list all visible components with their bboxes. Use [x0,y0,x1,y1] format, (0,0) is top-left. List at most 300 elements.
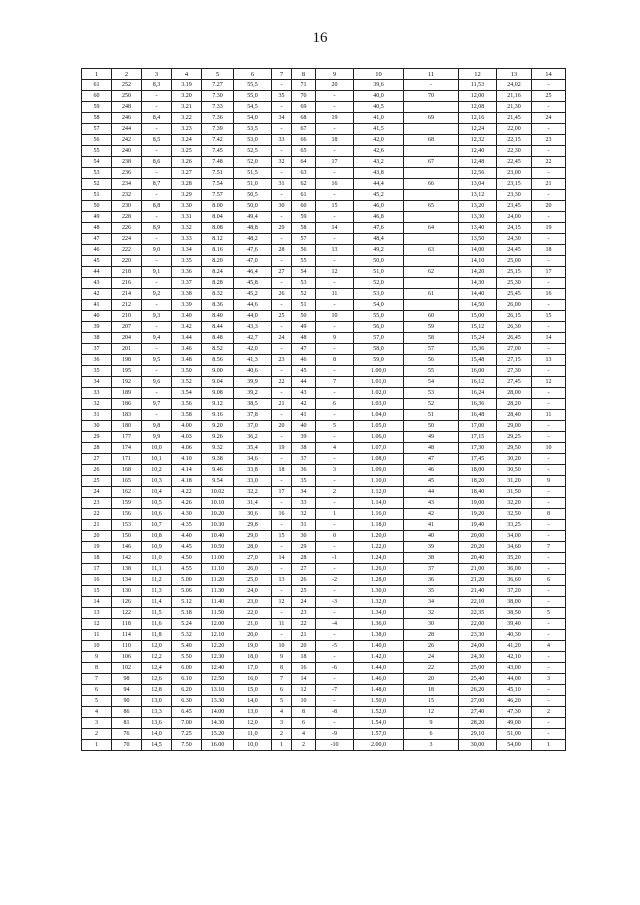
table-cell: - [532,729,566,740]
table-cell: 244 [112,124,142,135]
table-cell: 8,9 [142,223,172,234]
table-cell: 28 [292,553,316,564]
table-row [82,124,566,135]
table-cell: 3.54 [172,388,202,399]
table-cell: 14 [82,597,112,608]
table-cell: 23,30 [497,190,532,201]
table-cell: 20 [404,674,459,685]
table-cell: 56 [292,245,316,256]
table-cell: - [316,388,354,399]
table-cell: 252 [112,80,142,91]
table-cell: 66 [404,179,459,190]
table-cell: 1.44,0 [354,663,404,674]
table-cell: 15 [82,586,112,597]
table-cell: 8,4 [142,113,172,124]
table-cell: 15 [404,696,459,707]
table-cell: 35 [82,366,112,377]
table-cell: - [272,80,292,91]
table-cell: 3.23 [172,124,202,135]
table-cell: 69 [404,113,459,124]
table-cell: 39,40 [497,619,532,630]
table-cell: 11,0 [234,729,272,740]
table-cell: 46,8 [354,212,404,223]
table-cell: 15 [272,531,292,542]
table-cell: 1.57,0 [354,729,404,740]
table-cell: 8 [82,663,112,674]
table-cell: 17,30 [459,443,497,454]
table-cell: 2 [316,487,354,498]
table-cell: 3 [404,740,459,751]
table-cell: 26 [82,465,112,476]
table-cell: -6 [316,663,354,674]
table-cell: - [316,696,354,707]
table-cell: 1.52,0 [354,707,404,718]
table-row [82,652,566,663]
table-cell: 118 [112,619,142,630]
table-cell: 25,30 [497,278,532,289]
table-cell: 14,0 [234,696,272,707]
table-cell: 15 [532,311,566,322]
table-cell: - [532,399,566,410]
table-cell: 21 [272,399,292,410]
table-cell: 40,6 [234,366,272,377]
table-cell: 90 [112,696,142,707]
table-cell: 28,20 [497,399,532,410]
table-cell: 54,5 [234,102,272,113]
table-cell: 12,00 [459,91,497,102]
table-cell: 10,7 [142,520,172,531]
table-cell: 63 [292,168,316,179]
table-cell: 51,5 [234,168,272,179]
table-cell: - [142,234,172,245]
table-cell: - [272,542,292,553]
table-cell: 18 [272,465,292,476]
table-cell: 11.10 [202,564,234,575]
table-cell: 34 [272,113,292,124]
table-cell: 230 [112,201,142,212]
table-cell: 3.27 [172,168,202,179]
table-cell: 25 [272,311,292,322]
table-cell: 38,5 [234,399,272,410]
table-cell: 16,36 [459,399,497,410]
table-cell: 20,20 [459,542,497,553]
table-row [82,157,566,168]
table-cell: 16,24 [459,388,497,399]
table-cell: 24,02 [497,80,532,91]
table-cell: - [316,586,354,597]
table-cell: 24,45 [497,245,532,256]
table-cell: 216 [112,278,142,289]
table-cell: 63 [404,245,459,256]
table-cell: 10 [316,311,354,322]
table-cell: 50,5 [234,190,272,201]
table-cell: 10,2 [142,465,172,476]
column-header: 5 [202,69,234,80]
table-cell: 35 [292,476,316,487]
table-cell: - [142,212,172,223]
table-row [82,333,566,344]
table-cell: 51,0 [354,267,404,278]
table-cell: 40,0 [354,91,404,102]
table-cell: 1.16,0 [354,509,404,520]
table-cell: 16 [532,289,566,300]
table-cell: 12.20 [202,641,234,652]
table-cell: 51 [82,190,112,201]
table-cell: 24 [292,597,316,608]
table-cell: 7.00 [172,718,202,729]
table-cell: 19,20 [459,509,497,520]
table-cell: 122 [112,608,142,619]
table-cell: 34,6 [234,454,272,465]
table-cell: - [532,531,566,542]
table-cell: 13,12 [459,190,497,201]
table-cell: - [316,520,354,531]
table-cell: 9,5 [142,355,172,366]
table-cell: -4 [316,619,354,630]
table-cell: 21,45 [497,113,532,124]
table-cell: 32 [404,608,459,619]
table-cell: 10,0 [142,443,172,454]
table-cell: 70 [112,740,142,751]
table-cell: 22,10 [459,597,497,608]
table-cell: 3.34 [172,245,202,256]
table-cell: 20 [292,641,316,652]
table-cell: - [404,80,459,91]
table-cell: - [532,465,566,476]
table-cell: 44 [404,487,459,498]
table-cell: 21,16 [497,91,532,102]
table-cell: 31,4 [234,498,272,509]
table-cell: 3.37 [172,278,202,289]
table-cell: 9,7 [142,399,172,410]
table-cell: 1.28,0 [354,575,404,586]
table-cell: - [272,256,292,267]
table-row [82,399,566,410]
table-cell: 236 [112,168,142,179]
table-cell: 15,24 [459,333,497,344]
table-cell: 9.20 [202,421,234,432]
table-cell: 47 [82,234,112,245]
table-cell: 19 [272,443,292,454]
table-cell: 70 [404,91,459,102]
table-cell: 22,15 [497,135,532,146]
table-cell: 37 [292,454,316,465]
table-cell: 3.32 [172,223,202,234]
table-cell: 226 [112,223,142,234]
table-cell: 58 [404,333,459,344]
table-cell: 27,30 [497,366,532,377]
table-cell: 19,40 [459,520,497,531]
table-row [82,212,566,223]
table-cell: 38 [82,333,112,344]
table-cell: 37 [82,344,112,355]
table-cell: 55,5 [234,80,272,91]
table-cell [404,234,459,245]
table-cell: 5 [82,696,112,707]
table-cell: 3.38 [172,289,202,300]
table-cell: 17 [316,157,354,168]
table-cell: 201 [112,344,142,355]
table-cell: 16 [82,575,112,586]
table-cell: 54 [292,267,316,278]
table-cell: - [142,146,172,157]
table-cell [404,168,459,179]
table-cell: 11.00 [202,553,234,564]
table-cell: - [142,344,172,355]
table-cell: 4.14 [172,465,202,476]
table-cell: 40 [404,531,459,542]
table-cell: 62 [404,267,459,278]
table-cell: - [532,597,566,608]
table-cell: - [142,388,172,399]
table-cell: 12 [292,685,316,696]
table-cell: 248 [112,102,142,113]
table-cell: 45,2 [234,289,272,300]
table-cell: 22,00 [459,619,497,630]
table-cell: 9,0 [142,245,172,256]
table-cell: 60 [82,91,112,102]
table-cell: 52 [292,289,316,300]
table-cell: 16 [292,663,316,674]
table-cell: 18,40 [459,487,497,498]
table-cell: 134 [112,575,142,586]
table-cell: 55,0 [354,311,404,322]
table-cell: 29,50 [497,443,532,454]
table-cell: 60 [292,201,316,212]
table-cell: 47,30 [497,707,532,718]
table-cell: 9.26 [202,432,234,443]
table-cell: - [316,652,354,663]
table-cell: 11 [272,619,292,630]
table-cell: 3.48 [172,355,202,366]
table-cell: 13 [532,355,566,366]
table-cell: 16,0 [234,674,272,685]
table-cell: 4.45 [172,542,202,553]
table-cell: - [272,168,292,179]
table-cell: 27 [82,454,112,465]
table-cell: 2 [82,729,112,740]
table-row [82,102,566,113]
table-cell [404,256,459,267]
table-cell: 14.30 [202,718,234,729]
table-cell: - [532,652,566,663]
table-cell: 44,6 [234,300,272,311]
table-cell: 11.40 [202,597,234,608]
table-cell: 9.54 [202,476,234,487]
table-cell: 21 [532,179,566,190]
table-cell: 24,15 [497,223,532,234]
table-cell: 192 [112,377,142,388]
table-cell: 11,5 [142,608,172,619]
table-cell: 51,00 [497,729,532,740]
table-row [82,487,566,498]
table-cell: 21 [82,520,112,531]
table-cell: 12.30 [202,652,234,663]
table-row [82,234,566,245]
table-cell: - [532,564,566,575]
table-cell: 10.20 [202,509,234,520]
table-cell: 1.07,0 [354,443,404,454]
table-cell: 22,0 [234,608,272,619]
table-cell: 10,3 [142,476,172,487]
table-cell: 42 [292,399,316,410]
table-cell: 3.58 [172,410,202,421]
column-header: 13 [497,69,532,80]
table-cell: 12 [404,707,459,718]
table-cell: 6.10 [172,674,202,685]
table-cell: 64 [404,223,459,234]
table-cell: 7.45 [202,146,234,157]
table-cell: 9 [316,333,354,344]
table-cell: 45,8 [234,278,272,289]
table-cell: 246 [112,113,142,124]
table-cell: 48 [82,223,112,234]
table-cell: 30,6 [234,509,272,520]
table-cell: 12,56 [459,168,497,179]
table-cell: - [316,300,354,311]
table-cell: 150 [112,531,142,542]
table-cell: 11,2 [142,575,172,586]
table-row [82,278,566,289]
table-cell: 26,15 [497,311,532,322]
table-cell: 2 [272,729,292,740]
table-cell: 18 [292,652,316,663]
table-cell: - [532,696,566,707]
table-cell: 10.02 [202,487,234,498]
table-cell: - [142,124,172,135]
table-cell: 7.33 [202,102,234,113]
table-cell: 34,60 [497,542,532,553]
table-cell: 4.22 [172,487,202,498]
table-cell: 48,8 [234,223,272,234]
table-cell: 1.34,0 [354,608,404,619]
table-row [82,223,566,234]
table-cell: 37,20 [497,586,532,597]
table-cell: - [316,366,354,377]
table-cell: 49 [292,322,316,333]
table-cell: 22,45 [497,157,532,168]
table-cell: 26 [292,575,316,586]
table-cell: 50 [292,311,316,322]
table-cell: 234 [112,179,142,190]
table-cell: 27,45 [497,377,532,388]
table-cell: 14,00 [459,245,497,256]
table-cell: 238 [112,157,142,168]
table-row [82,718,566,729]
column-header: 1 [82,69,112,80]
table-cell: 49 [404,432,459,443]
table-cell: 17,0 [234,663,272,674]
table-cell: -7 [316,685,354,696]
table-cell: 22 [532,157,566,168]
table-cell: - [532,630,566,641]
table-cell: 12 [272,597,292,608]
table-row [82,245,566,256]
table-cell: 1.12,0 [354,487,404,498]
table-cell: 106 [112,652,142,663]
table-cell: 4 [272,707,292,718]
table-cell: 52,0 [354,278,404,289]
table-cell: 20 [82,531,112,542]
table-cell: 5.32 [172,630,202,641]
table-cell: - [142,102,172,113]
table-row [82,740,566,751]
table-cell: 224 [112,234,142,245]
table-cell: 34 [292,487,316,498]
table-cell: - [272,212,292,223]
table-cell: 1.46,0 [354,674,404,685]
table-cell: 41 [404,520,459,531]
table-cell: 25,45 [497,289,532,300]
table-cell: 9.32 [202,443,234,454]
table-cell: 17,15 [459,432,497,443]
table-cell: - [532,168,566,179]
table-cell: 53 [82,168,112,179]
table-cell: 38,50 [497,608,532,619]
table-cell: 45,10 [497,685,532,696]
table-cell: 186 [112,399,142,410]
table-cell: 16,00 [459,366,497,377]
table-cell: 36,60 [497,575,532,586]
table-cell: 9 [532,476,566,487]
table-cell: 41,20 [497,641,532,652]
table-cell: - [532,102,566,113]
table-cell: 50,0 [234,201,272,212]
table-cell: - [532,366,566,377]
table-cell: 12,4 [142,663,172,674]
table-row [82,443,566,454]
table-cell: 11 [532,410,566,421]
table-row [82,465,566,476]
table-cell: 25,00 [497,256,532,267]
table-cell: - [532,432,566,443]
table-cell: 45 [82,256,112,267]
table-cell: 1.03,0 [354,399,404,410]
table-cell: 31 [292,520,316,531]
table-cell: - [316,91,354,102]
table-cell: 27 [272,267,292,278]
table-row [82,432,566,443]
table-cell: 20 [316,80,354,91]
table-cell: - [272,476,292,487]
table-cell: 218 [112,267,142,278]
table-cell: 16 [316,179,354,190]
table-cell: 7.51 [202,168,234,179]
table-cell: 7.39 [202,124,234,135]
table-cell: 43 [404,498,459,509]
table-cell: 39 [404,542,459,553]
table-cell: 3.52 [172,377,202,388]
table-row [82,355,566,366]
table-cell: 1.32,0 [354,597,404,608]
table-cell: - [316,344,354,355]
table-cell: 40,30 [497,630,532,641]
table-row [82,421,566,432]
table-cell: 142 [112,553,142,564]
table-cell: 1.24,0 [354,553,404,564]
table-cell: 8.12 [202,234,234,245]
table-cell: - [272,586,292,597]
table-cell: 51,0 [234,179,272,190]
table-cell: - [316,410,354,421]
table-cell: 9,8 [142,421,172,432]
table-cell: 1 [272,740,292,751]
table-cell: - [272,278,292,289]
table-cell: 23,15 [497,179,532,190]
table-cell: 3.42 [172,322,202,333]
table-cell: 68 [404,135,459,146]
table-cell: 9.00 [202,366,234,377]
